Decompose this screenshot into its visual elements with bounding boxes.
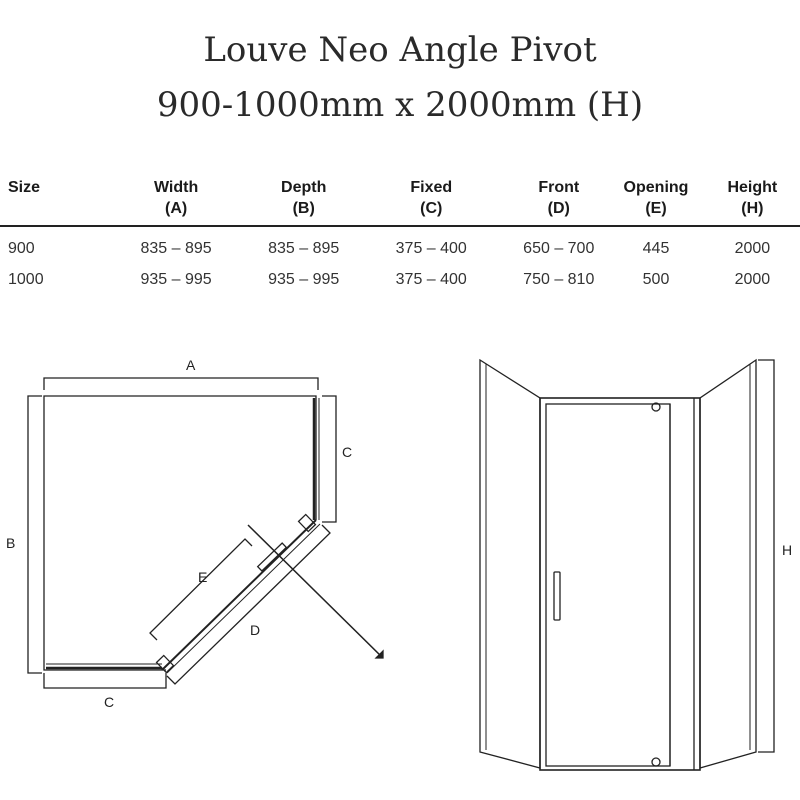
product-size-title: 900-1000mm x 2000mm (H) [156,85,644,125]
table-row [0,264,800,295]
door-handle [554,572,560,620]
col-header-name: Opening [623,179,689,196]
col-height-header [705,172,800,226]
dimension-c-bottom-line [44,673,166,688]
table-cell: 2000 [734,270,771,288]
dimension-a-line [44,378,318,390]
col-header-name: Size [8,179,41,196]
col-header-name: Front [538,179,580,196]
label-a: A [186,357,196,373]
table-cell: 935 – 995 [140,270,212,288]
dimension-d-line [167,525,330,684]
dimension-c-right-line [322,396,336,522]
col-front-header [510,172,607,226]
front-frame [540,398,700,770]
col-header-name: Fixed [410,179,453,196]
dimension-h-line [758,360,774,752]
label-c-right: C [342,444,353,460]
table-header-row [0,172,800,226]
col-header-name: Width [153,179,199,196]
right-side-panel [700,360,756,768]
table-cell: 445 [642,239,670,257]
label-b: B [6,535,16,551]
col-header-sub: (C) [420,200,443,217]
table-cell: 935 – 995 [268,270,340,288]
front-view-diagram [460,340,800,800]
table-cell: 650 – 700 [523,239,595,257]
table-cell: 750 – 810 [523,270,595,288]
wall-outline [44,396,316,670]
label-h: H [782,542,793,558]
col-depth-header [255,172,352,226]
col-fixed-header [352,172,510,226]
pivot-bottom [652,758,660,766]
col-opening-header [607,172,704,226]
col-header-sub: (E) [645,200,667,217]
table-cell: 375 – 400 [395,239,467,257]
front-door-line [162,520,316,670]
col-header-name: Depth [281,179,327,196]
door-panel [546,404,670,766]
table-cell: 375 – 400 [395,270,467,288]
door-handle-plan [258,543,287,571]
dimension-b-line [28,396,42,673]
plan-view-diagram [0,340,420,800]
col-header-sub: (D) [547,200,570,217]
col-header-sub: (B) [292,200,315,217]
table-cell: 835 – 895 [268,239,340,257]
table-cell: 835 – 895 [140,239,212,257]
product-title: Louve Neo Angle Pivot [203,30,597,70]
label-d: D [250,622,261,638]
col-width-header [97,172,255,226]
table-cell: 2000 [734,239,771,257]
label-c-bottom: C [104,694,115,710]
col-size-header [0,172,97,226]
table-cell: 900 [8,239,35,257]
door-swing-line [248,525,383,658]
left-side-panel [480,360,540,768]
dimensions-table [0,172,800,295]
label-e: E [198,569,208,585]
col-header-sub: (H) [741,200,764,217]
table-cell: 1000 [8,270,44,288]
table-row [0,226,800,264]
col-header-name: Height [727,179,778,196]
dimension-e-line [150,539,252,640]
table-cell: 500 [642,270,670,288]
col-header-sub: (A) [164,200,188,217]
